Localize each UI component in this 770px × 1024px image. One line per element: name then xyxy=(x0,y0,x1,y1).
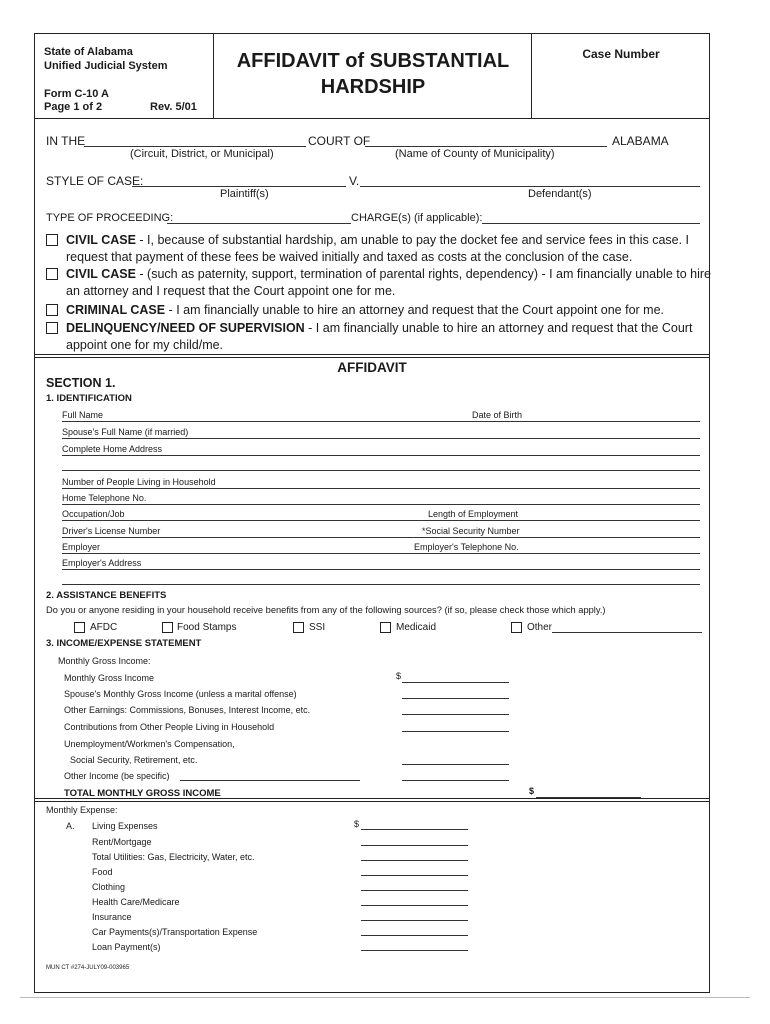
income-field-5[interactable] xyxy=(402,764,509,765)
household-field[interactable] xyxy=(62,488,700,489)
plaintiff-field[interactable] xyxy=(132,186,346,187)
civil-case-fees-checkbox[interactable] xyxy=(46,234,58,246)
phone-field[interactable] xyxy=(62,504,700,505)
living-expenses-label: Living Expenses xyxy=(92,821,158,831)
car-field[interactable] xyxy=(361,935,468,936)
other-income-specify-field[interactable] xyxy=(180,780,360,781)
option-criminal-title: CRIMINAL CASE xyxy=(66,303,166,317)
footer-code: MUN CT #274-JULY09-003965 xyxy=(46,965,130,971)
income-field-1[interactable] xyxy=(402,682,509,683)
employer-label: Employer xyxy=(62,542,101,552)
option-civil-fees-text: - I, because of substantial hardship, am unable to pay the docket fee and service fees in this case. I xyxy=(135,233,690,247)
license-field[interactable] xyxy=(62,537,700,538)
dob-label: Date of Birth xyxy=(472,410,523,420)
income-item-2: Spouse's Monthly Gross Income (unless a marital offense) xyxy=(64,689,297,699)
address-label: Complete Home Address xyxy=(62,444,163,454)
option-delinquency-text: - I am financially unable to hire an attorney and request that the Court xyxy=(304,321,693,335)
case-number-field[interactable] xyxy=(540,66,700,112)
case-number-label: Case Number xyxy=(582,47,660,61)
clothing-field[interactable] xyxy=(361,890,468,891)
income-field-3[interactable] xyxy=(402,714,509,715)
expense-item-rent: Rent/Mortgage xyxy=(92,837,152,847)
other-label: Other xyxy=(527,622,553,633)
expense-item-utilities: Total Utilities: Gas, Electricity, Water, etc. xyxy=(92,852,255,862)
expense-item-insurance: Insurance xyxy=(92,912,132,922)
income-title: 3. INCOME/EXPENSE STATEMENT xyxy=(46,638,202,649)
monthly-gross-heading: Monthly Gross Income: xyxy=(58,656,151,666)
option-civil-attorney-text: - (such as paternity, support, termination of parental rights, dependency) - I am financially unable to hire xyxy=(135,267,711,281)
income-item-5: Unemployment/Workmen's Compensation, xyxy=(64,739,235,749)
form-number: Form C-10 A xyxy=(44,88,109,100)
alabama-label: ALABAMA xyxy=(612,134,669,148)
income-field-2[interactable] xyxy=(402,698,509,699)
expense-item-car: Car Payments(s)/Transportation Expense xyxy=(92,927,258,937)
option-civil-attorney-title: CIVIL CASE xyxy=(66,267,136,281)
occupation-label: Occupation/Job xyxy=(62,509,125,519)
system-label: Unified Judicial System xyxy=(44,60,168,72)
option-criminal xyxy=(66,302,664,319)
address-field-2[interactable] xyxy=(62,470,700,471)
option-civil-attorney xyxy=(66,266,711,283)
header-bottom-rule xyxy=(34,118,710,119)
ssn-label: *Social Security Number xyxy=(422,526,520,536)
length-employment-label: Length of Employment xyxy=(428,509,519,519)
income-field-6[interactable] xyxy=(402,780,509,781)
income-item-7: Other Income (be specific) xyxy=(64,771,170,781)
plaintiff-hint: Plaintiff(s) xyxy=(220,188,269,200)
charges-field[interactable] xyxy=(482,223,700,224)
expense-item-clothing: Clothing xyxy=(92,882,126,892)
afdc-checkbox[interactable] xyxy=(74,622,85,633)
expense-top-rule xyxy=(34,798,710,799)
county-hint: (Name of County of Municipality) xyxy=(395,148,555,160)
circuit-hint: (Circuit, District, or Municipal) xyxy=(130,148,274,160)
rent-field[interactable] xyxy=(361,845,468,846)
employer-phone-label: Employer's Telephone No. xyxy=(414,542,519,552)
full-name-label: Full Name xyxy=(62,410,104,420)
county-field[interactable] xyxy=(365,146,607,147)
full-name-field[interactable] xyxy=(62,421,700,422)
employer-address-label: Employer's Address xyxy=(62,558,142,568)
assistance-title: 2. ASSISTANCE BENEFITS xyxy=(46,590,167,601)
option-criminal-text: - I am financially unable to hire an attorney and request that the Court appoint one for me. xyxy=(165,303,665,317)
phone-label: Home Telephone No. xyxy=(62,493,147,503)
expense-item-health: Health Care/Medicare xyxy=(92,897,180,907)
form-title-line1: AFFIDAVIT of SUBSTANTIAL xyxy=(236,50,510,72)
type-of-proceeding-label: TYPE OF PROCEEDING: xyxy=(46,212,174,224)
delinquency-checkbox[interactable] xyxy=(46,322,58,334)
income-item-4: Contributions from Other People Living in Household xyxy=(64,722,275,732)
expense-item-loan: Loan Payment(s) xyxy=(92,942,161,952)
expense-title: Monthly Expense: xyxy=(46,805,118,815)
state-label: State of Alabama xyxy=(44,46,133,58)
court-type-field[interactable] xyxy=(84,146,306,147)
total-dollar-sign: $ xyxy=(529,786,535,796)
identification-label: 1. IDENTIFICATION xyxy=(46,393,132,404)
form-title-line2: HARDSHIP xyxy=(320,76,426,98)
type-of-proceeding-field[interactable] xyxy=(167,223,351,224)
health-field[interactable] xyxy=(361,905,468,906)
expense-a-label: A. xyxy=(66,821,75,831)
scan-edge xyxy=(20,997,750,998)
defendant-hint: Defendant(s) xyxy=(528,188,592,200)
page-number: Page 1 of 2 xyxy=(44,101,103,113)
charges-label: CHARGE(s) (if applicable): xyxy=(351,212,483,224)
spouse-label: Spouse's Full Name (if married) xyxy=(62,427,189,437)
expense-dollar-sign: $ xyxy=(354,819,360,829)
employer-address-field-2[interactable] xyxy=(62,584,700,585)
affidavit-title: AFFIDAVIT xyxy=(337,360,407,375)
income-field-4[interactable] xyxy=(402,731,509,732)
civil-case-attorney-checkbox[interactable] xyxy=(46,268,58,280)
income-dollar-sign: $ xyxy=(396,671,402,681)
option-civil-fees xyxy=(66,232,689,249)
food-stamps-checkbox[interactable] xyxy=(162,622,173,633)
assistance-question: Do you or anyone residing in your household receive benefits from any of the following sources? (if so, please check those which apply.) xyxy=(46,605,606,615)
utilities-field[interactable] xyxy=(361,860,468,861)
other-field[interactable] xyxy=(552,632,702,633)
loan-field[interactable] xyxy=(361,950,468,951)
total-income-label: TOTAL MONTHLY GROSS INCOME xyxy=(64,788,221,799)
style-of-case-label: STYLE OF CASE: xyxy=(46,174,144,188)
food-field[interactable] xyxy=(361,875,468,876)
form-title xyxy=(214,48,532,100)
occupation-field[interactable] xyxy=(62,520,700,521)
income-item-1: Monthly Gross Income xyxy=(64,673,155,683)
versus-label: V. xyxy=(349,174,360,188)
expense-top-rule-2 xyxy=(34,801,710,802)
option-civil-fees-line2: request that payment of these fees be waived initially and taxed as costs at the conclusion of the case. xyxy=(66,250,633,264)
affidavit-top-rule-2 xyxy=(34,357,710,358)
license-label: Driver's License Number xyxy=(62,526,161,536)
affidavit-top-rule xyxy=(34,354,710,355)
income-item-3: Other Earnings: Commissions, Bonuses, Interest Income, etc. xyxy=(64,705,311,715)
in-the-label: IN THE xyxy=(46,134,86,148)
address-field[interactable] xyxy=(62,455,700,456)
section-1-label: SECTION 1. xyxy=(46,376,116,390)
option-delinquency-line2: appoint one for my child/me. xyxy=(66,338,224,352)
criminal-case-checkbox[interactable] xyxy=(46,304,58,316)
court-of-label: COURT OF xyxy=(308,134,371,148)
living-expenses-field[interactable] xyxy=(361,829,468,830)
employer-address-field[interactable] xyxy=(62,569,700,570)
option-delinquency-title: DELINQUENCY/NEED OF SUPERVISION xyxy=(66,321,305,335)
ssi-checkbox[interactable] xyxy=(293,622,304,633)
food-stamps-label: Food Stamps xyxy=(177,622,237,633)
defendant-field[interactable] xyxy=(360,186,700,187)
household-label: Number of People Living in Household xyxy=(62,477,216,487)
insurance-field[interactable] xyxy=(361,920,468,921)
option-civil-fees-title: CIVIL CASE xyxy=(66,233,136,247)
option-delinquency xyxy=(66,320,692,337)
income-item-6: Social Security, Retirement, etc. xyxy=(70,755,198,765)
expense-item-food: Food xyxy=(92,867,113,877)
other-checkbox[interactable] xyxy=(511,622,522,633)
employer-field[interactable] xyxy=(62,553,700,554)
medicaid-checkbox[interactable] xyxy=(380,622,391,633)
option-civil-attorney-line2: an attorney and I request that the Court appoint one for me. xyxy=(66,284,396,298)
spouse-field[interactable] xyxy=(62,438,700,439)
medicaid-label: Medicaid xyxy=(396,622,437,633)
ssi-label: SSI xyxy=(309,622,326,633)
revision: Rev. 5/01 xyxy=(150,101,197,113)
afdc-label: AFDC xyxy=(90,622,118,633)
